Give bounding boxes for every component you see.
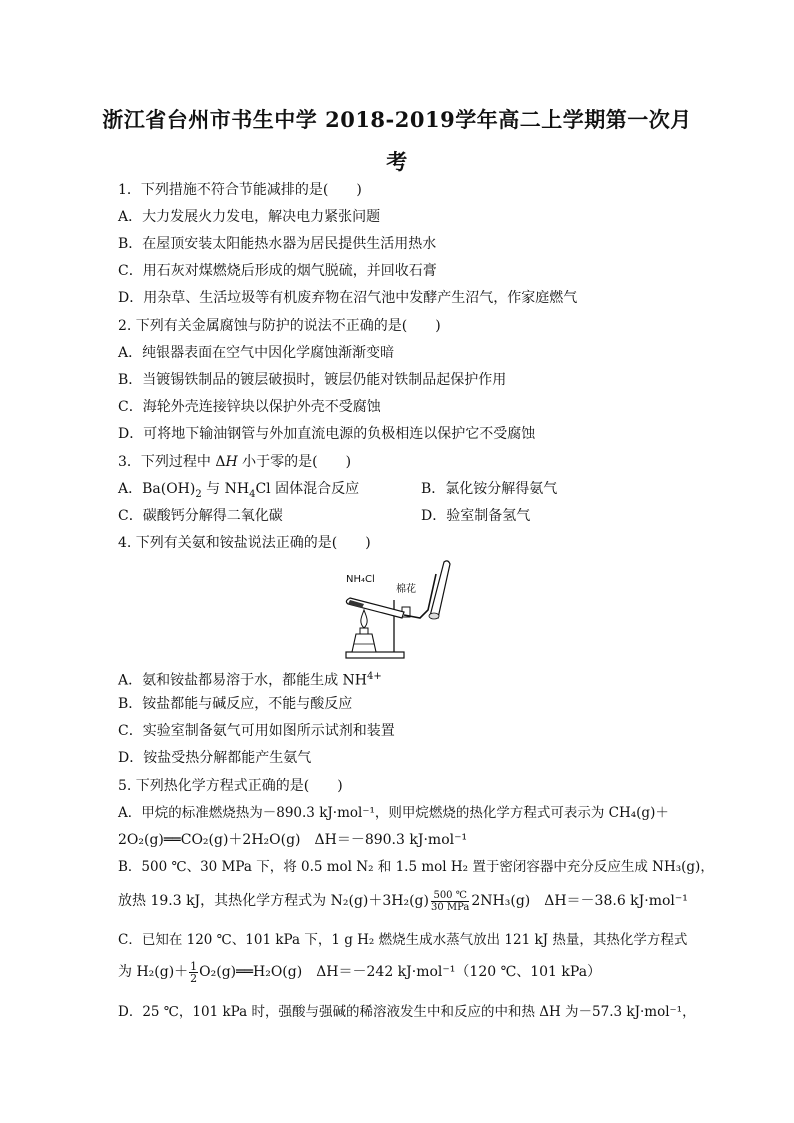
q2-option-d: D．可将地下输油钢管与外加直流电源的负极相连以保护它不受腐蚀 [118,426,536,442]
one-half-fraction: $\frac{1}{2}$ [190,959,198,985]
q3-option-c: C．碳酸钙分解得二氧化碳 [118,508,283,524]
q5-option-b-line2: 放热 19.3 kJ，其热化学方程式为 N₂(g)＋3H₂(g) 500 ℃ 30 MPa 2NH₃(g) ΔH＝－38.6 kJ·mol⁻¹ [118,889,688,913]
q4-stem: 4. 下列有关氨和铵盐说法正确的是( ) [118,535,371,551]
q5-option-c-line2: 为 H₂(g)＋ $\frac{1}{2}$ O₂(g)══H₂O(g) ΔH＝－242 kJ·mol⁻¹（120 ℃、101 kPa） [118,959,602,985]
ammonia-apparatus-figure [344,560,456,662]
q1-option-c: C．用石灰对煤燃烧后形成的烟气脱硫，并回收石膏 [118,263,437,279]
q5-option-a-line2: 2O₂(g)══CO₂(g)＋2H₂O(g) ΔH＝－890.3 kJ·mol⁻¹ [118,832,468,848]
q1-option-a: A．大力发展火力发电，解决电力紧张问题 [118,209,381,225]
page-title-continued: 考 [386,149,408,174]
nh4cl-label: NH₄Cl [346,574,375,585]
q5-option-c-line1: C．已知在 120 ℃、101 kPa 下，1 g H₂ 燃烧生成水蒸气放出 121 kJ 热量，其热化学方程式 [118,932,688,948]
q2-option-a: A．纯银器表面在空气中因化学腐蚀渐渐变暗 [118,345,395,361]
q4-option-d: D．铵盐受热分解都能产生氨气 [118,750,312,766]
q3-option-d: D．验室制备氢气 [421,508,531,524]
q3-option-b: B．氯化铵分解得氨气 [421,481,558,497]
q5-stem: 5. 下列热化学方程式正确的是( ) [118,778,343,794]
q4-option-a: A．氨和铵盐都易溶于水，都能生成 $NH^{4+}$ [118,671,382,689]
cotton-label: 棉花 [396,584,416,595]
reaction-condition: 500 ℃ 30 MPa [430,889,470,913]
q2-option-b: B．当镀锡铁制品的镀层破损时，镀层仍能对铁制品起保护作用 [118,372,507,388]
q3-option-a: A．$Ba(OH)_2$ 与 $NH_4Cl$ 固体混合反应 [118,481,360,500]
page-title: 浙江省台州市书生中学 2018-2019学年高二上学期第一次月 [102,107,692,132]
q5-option-a-line1: A．甲烷的标准燃烧热为－890.3 kJ·mol⁻¹，则甲烷燃烧的热化学方程式可表示为 CH₄(g)＋ [118,805,669,821]
q1-stem: 1．下列措施不符合节能减排的是( ) [118,182,362,198]
q5-option-b-line1: B．500 ℃、30 MPa 下，将 0.5 mol N₂ 和 1.5 mol H₂ 置于密闭容器中充分反应生成 NH₃(g)， [118,859,714,875]
q2-stem: 2. 下列有关金属腐蚀与防护的说法不正确的是( ) [118,318,441,334]
q4-option-b: B．铵盐都能与碱反应，不能与酸反应 [118,696,353,712]
q1-option-d: D．用杂草、生活垃圾等有机废弃物在沼气池中发酵产生沼气，作家庭燃气 [118,290,578,306]
q3-stem: 3．下列过程中 ΔH 小于零的是( ) [118,454,352,470]
q2-option-c: C．海轮外壳连接锌块以保护外壳不受腐蚀 [118,399,381,415]
q5-option-d-line1: D．25 ℃，101 kPa 时，强酸与强碱的稀溶液发生中和反应的中和热 ΔH 为－57.3 kJ·mol⁻¹， [118,1004,696,1020]
q4-option-c: C．实验室制备氨气可用如图所示试剂和装置 [118,723,395,739]
q1-option-b: B．在屋顶安装太阳能热水器为居民提供生活用热水 [118,236,437,252]
